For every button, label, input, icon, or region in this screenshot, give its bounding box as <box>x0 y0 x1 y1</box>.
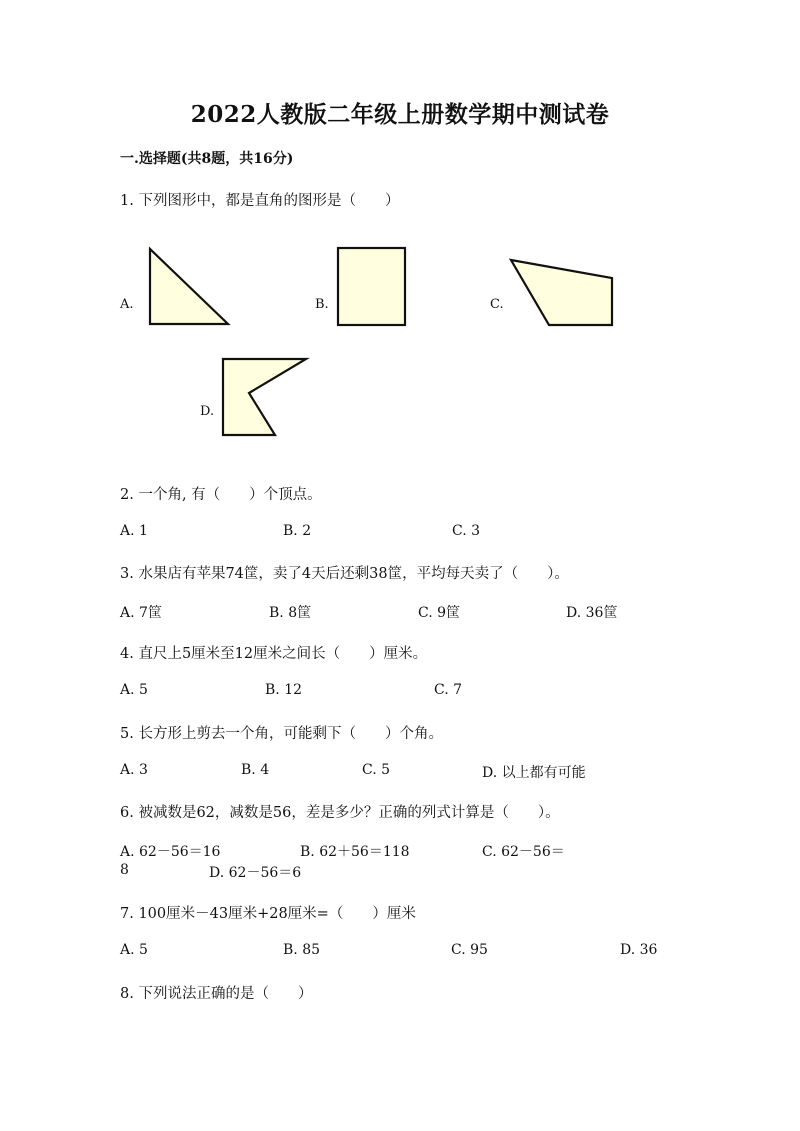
q7-option-a: A. 5 <box>120 942 148 958</box>
q1-label-b: B. <box>315 297 329 312</box>
q3-option-b: B. 8筐 <box>269 605 312 621</box>
page-title: 2022人教版二年级上册数学期中测试卷 <box>190 101 610 128</box>
q1-shape-a-triangle <box>148 248 230 326</box>
q6-option-b: B. 62＋56＝118 <box>300 844 410 860</box>
q7-option-b: B. 85 <box>283 942 321 958</box>
q6-option-a: A. 62－56＝16 <box>120 844 221 860</box>
q3-option-a: A. 7筐 <box>120 605 162 621</box>
q3-option-c: C. 9筐 <box>418 605 461 621</box>
q5-option-d: D. 以上都有可能 <box>482 765 586 781</box>
q5-option-b: B. 4 <box>241 762 270 778</box>
q1-shape-b-rectangle <box>337 247 407 327</box>
q2-option-a: A. 1 <box>120 523 148 539</box>
q5-option-a: A. 3 <box>120 762 148 778</box>
q7-option-d: D. 36 <box>620 942 658 958</box>
question-6: 6. 被减数是62，减数是56，差是多少？正确的列式计算是（ ）。 <box>120 805 560 821</box>
question-2: 2. 一个角, 有（ ）个顶点。 <box>120 487 322 503</box>
triangle-shape <box>150 249 228 324</box>
q2-option-c: C. 3 <box>452 523 481 539</box>
rectangle-shape <box>338 248 405 325</box>
question-8: 8. 下列说法正确的是（ ） <box>120 986 313 1002</box>
q6-option-c: C. 62－56＝ <box>482 844 565 860</box>
q6-option-c-continued: 8 <box>120 862 129 878</box>
q1-label-a: A. <box>120 297 134 312</box>
trapezoid-shape <box>511 260 612 325</box>
q4-option-a: A. 5 <box>120 682 148 698</box>
q1-shape-c-trapezoid <box>509 258 615 328</box>
notched-pentagon-shape <box>223 359 306 435</box>
question-5: 5. 长方形上剪去一个角，可能剩下（ ）个角。 <box>120 726 443 742</box>
q4-option-b: B. 12 <box>265 682 303 698</box>
q4-option-c: C. 7 <box>434 682 463 698</box>
question-7: 7. 100厘米－43厘米+28厘米=（ ）厘米 <box>120 906 416 922</box>
q3-option-d: D. 36筐 <box>566 605 618 621</box>
q2-option-b: B. 2 <box>283 523 312 539</box>
section-heading: 一.选择题(共8题，共16分) <box>120 151 294 167</box>
q6-option-d: D. 62－56＝6 <box>209 865 302 881</box>
q5-option-c: C. 5 <box>362 762 391 778</box>
question-3: 3. 水果店有苹果74筐，卖了4天后还剩38筐，平均每天卖了（ ）。 <box>120 566 569 582</box>
q1-label-d: D. <box>200 404 215 419</box>
question-1: 1. 下列图形中，都是直角的图形是（ ） <box>120 193 400 209</box>
q7-option-c: C. 95 <box>451 942 488 958</box>
question-4: 4. 直尺上5厘米至12厘米之间长（ ）厘米。 <box>120 646 428 662</box>
q1-shape-d-notched-pentagon <box>221 357 309 438</box>
q1-label-c: C. <box>490 297 504 312</box>
